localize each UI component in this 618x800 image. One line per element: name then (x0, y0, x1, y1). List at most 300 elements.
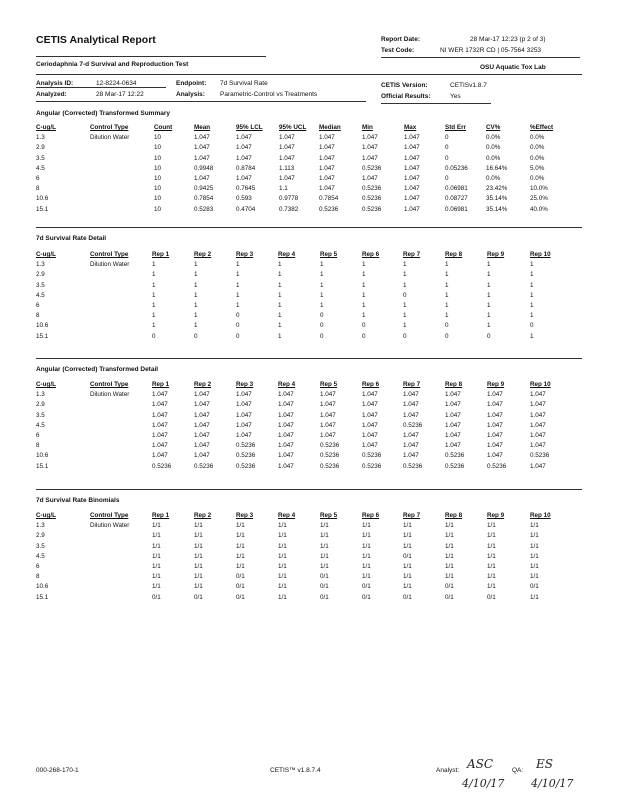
table-cell: 1 (403, 301, 407, 309)
analyst-initials: ASC (467, 757, 494, 771)
table-row (36, 271, 582, 281)
table-cell: 2.9 (36, 532, 45, 540)
table-cell: 0.0% (486, 154, 501, 162)
analysis-label: Analysis: (176, 91, 205, 98)
table-cell: 1.047 (236, 431, 252, 439)
table-cell: 1 (487, 261, 491, 269)
table-cell: 0.5236 (362, 185, 382, 193)
table-cell: 1 (403, 281, 407, 289)
table-cell: 1.047 (194, 442, 210, 450)
table-cell: 0.5236 (320, 442, 340, 450)
table-cell: 1.047 (236, 391, 252, 399)
table-row (36, 333, 582, 343)
table-cell: 1 (194, 271, 198, 279)
table-cell: 1/1 (278, 593, 287, 601)
table-cell: 0.08727 (445, 195, 468, 203)
table-cell: 0.5236 (530, 452, 550, 460)
table-cell: 1.047 (445, 421, 461, 429)
table-cell: 1/1 (152, 583, 161, 591)
table-cell: 4.5 (36, 291, 45, 299)
column-header: Rep 4 (278, 251, 296, 258)
table-cell: 0.5236 (236, 452, 256, 460)
table-cell: 3.5 (36, 411, 45, 419)
table-cell: 1/1 (236, 532, 245, 540)
table-cell: 1.047 (530, 462, 546, 470)
table-cell: 1/1 (278, 583, 287, 591)
column-header: Rep 9 (487, 512, 505, 519)
table-cell: 1.3 (36, 522, 45, 530)
table-cell: 1 (445, 291, 449, 299)
table-cell: 10.0% (530, 185, 548, 193)
cetis-version-value: CETISv1.8.7 (450, 82, 487, 89)
table-cell: 0.5236 (445, 462, 465, 470)
field-rule (36, 87, 166, 88)
table-cell: 1/1 (194, 532, 203, 540)
table-cell: 1 (236, 301, 240, 309)
table-cell: 1/1 (152, 552, 161, 560)
table-cell: 1.047 (404, 195, 420, 203)
table-cell: 1/1 (445, 562, 454, 570)
table-cell: 1/1 (320, 522, 329, 530)
table-cell: 2.9 (36, 144, 45, 152)
column-header: Control Type (90, 251, 129, 258)
section-rule (36, 358, 582, 359)
table-cell: 25.0% (530, 195, 548, 203)
table-row (36, 583, 582, 593)
table-cell: 1.047 (530, 431, 546, 439)
column-header: Rep 10 (530, 512, 551, 519)
table-cell: 1.113 (279, 164, 295, 172)
table-header-row (36, 381, 582, 391)
table-cell: Dilution Water (90, 391, 130, 399)
table-cell: 1 (320, 271, 324, 279)
field-rule (36, 101, 366, 102)
column-header: Rep 1 (152, 381, 170, 388)
analysis-id-label: Analysis ID: (36, 80, 74, 87)
table-cell: 1.047 (194, 411, 210, 419)
table-cell: 1 (362, 301, 366, 309)
table-cell: 0 (530, 322, 534, 330)
table-cell: 0/1 (403, 552, 412, 560)
column-header: Rep 3 (236, 381, 254, 388)
column-header: Rep 8 (445, 251, 463, 258)
table-cell: 0.06981 (445, 185, 468, 193)
table-cell: 1 (278, 301, 282, 309)
table-cell: 1/1 (320, 552, 329, 560)
column-header: %Effect (530, 124, 554, 131)
table-cell: 0/1 (236, 573, 245, 581)
table-cell: 1/1 (403, 562, 412, 570)
table-cell: 1 (278, 291, 282, 299)
software-version: CETIS™ v1.8.7.4 (270, 767, 321, 774)
table-cell: 1.047 (487, 391, 503, 399)
table-cell: 0.5236 (362, 462, 382, 470)
table-cell: 0.5236 (445, 452, 465, 460)
table-cell: 0.5236 (362, 195, 382, 203)
table-cell: 0/1 (320, 583, 329, 591)
table-cell: 0/1 (236, 593, 245, 601)
table-cell: 1.047 (445, 401, 461, 409)
column-header: Rep 5 (320, 512, 338, 519)
table-cell: 1.047 (403, 452, 419, 460)
table-cell: 1 (362, 312, 366, 320)
table-cell: 1.047 (320, 411, 336, 419)
table-cell: 1.047 (362, 411, 378, 419)
table-cell: 1.047 (278, 442, 294, 450)
table-cell: 1 (278, 271, 282, 279)
table-cell: 0/1 (320, 593, 329, 601)
table-cell: 35.14% (486, 205, 508, 213)
table-cell: 1.047 (194, 154, 210, 162)
column-header: C-ug/L (36, 251, 56, 258)
table-cell: 10 (154, 154, 162, 162)
table-cell: 1/1 (152, 522, 161, 530)
table-cell: 0.5236 (236, 462, 256, 470)
column-header: Rep 4 (278, 381, 296, 388)
table-cell: 1.047 (152, 391, 168, 399)
column-header: Count (154, 124, 173, 131)
qa-label: QA: (512, 767, 524, 774)
lab-name: OSU Aquatic Tox Lab (480, 64, 546, 71)
column-header: Rep 1 (152, 251, 170, 258)
table-cell: 1 (487, 281, 491, 289)
table-row (36, 165, 582, 175)
table-cell: 1 (194, 322, 198, 330)
table-cell: 1/1 (530, 593, 539, 601)
table-cell: 0/1 (487, 593, 496, 601)
endpoint-label: Endpoint: (176, 80, 207, 87)
qa-initials: ES (536, 757, 553, 771)
table-cell: 0 (445, 154, 449, 162)
table-cell: 1.047 (445, 442, 461, 450)
column-header: Rep 1 (152, 512, 170, 519)
table-cell: 1.047 (236, 134, 252, 142)
table-cell: 1.3 (36, 391, 45, 399)
table-cell: 1/1 (445, 522, 454, 530)
table-cell: 1 (530, 281, 534, 289)
table-cell: 1 (530, 332, 534, 340)
analyst-signature-date: 4/10/17 (462, 777, 505, 790)
table-cell: 1.047 (278, 411, 294, 419)
table-cell: 1 (152, 301, 156, 309)
table-cell: 0.0% (486, 134, 501, 142)
table-cell: 1/1 (320, 542, 329, 550)
table-cell: 1.047 (530, 391, 546, 399)
table-cell: 1 (194, 291, 198, 299)
table-cell: 15.1 (36, 205, 49, 213)
table-cell: 1/1 (530, 573, 539, 581)
table-cell: 4.5 (36, 552, 45, 560)
table-cell: 0.05236 (445, 164, 468, 172)
table-cell: 1 (278, 261, 282, 269)
table-cell: 0.5236 (236, 442, 256, 450)
document-id: 000-268-170-1 (36, 767, 79, 774)
column-header: Rep 2 (194, 512, 212, 519)
table-cell: 1/1 (530, 542, 539, 550)
table-cell: 1/1 (530, 522, 539, 530)
table-cell: 1.047 (279, 144, 295, 152)
column-header: C-ug/L (36, 512, 56, 519)
table-cell: 1.047 (404, 185, 420, 193)
table-cell: 1.047 (487, 442, 503, 450)
table-cell: 1/1 (278, 562, 287, 570)
table-cell: 1.047 (236, 421, 252, 429)
table-cell: 1/1 (362, 532, 371, 540)
column-header: Rep 5 (320, 381, 338, 388)
analysis-value: Parametric-Control vs Treatments (220, 91, 318, 98)
table-cell: 1.047 (404, 154, 420, 162)
table-cell: 0.7854 (319, 195, 339, 203)
table-cell: 0.5236 (152, 462, 172, 470)
table-cell: 15.1 (36, 462, 49, 470)
report-date-value: 28 Mar-17 12:23 (p 2 of 3) (470, 36, 546, 43)
table-cell: 1/1 (445, 542, 454, 550)
table-cell: 1.047 (404, 144, 420, 152)
table-cell: 1 (320, 301, 324, 309)
table-cell: 8 (36, 442, 40, 450)
table-cell: 1.047 (236, 144, 252, 152)
table-cell: 1.047 (152, 421, 168, 429)
table-cell: 1.047 (236, 174, 252, 182)
table-cell: 1/1 (362, 573, 371, 581)
table-cell: 0 (362, 322, 366, 330)
column-header: Rep 8 (445, 512, 463, 519)
table-cell: 10.6 (36, 322, 49, 330)
table-cell: 0 (362, 332, 366, 340)
table-cell: 1/1 (530, 532, 539, 540)
table-cell: 1.047 (279, 134, 295, 142)
table-cell: 0.5236 (403, 421, 423, 429)
table-cell: 1.047 (152, 442, 168, 450)
table-cell: 10 (154, 164, 162, 172)
table-cell: 0/1 (445, 583, 454, 591)
table-cell: 0 (445, 322, 449, 330)
table-cell: 1.047 (530, 401, 546, 409)
table-cell: 1/1 (487, 532, 496, 540)
table-cell: 1/1 (278, 573, 287, 581)
table-cell: 0.7854 (194, 195, 214, 203)
table-cell: 0/1 (152, 593, 161, 601)
table-cell: 1/1 (362, 562, 371, 570)
table-cell: 0.5283 (194, 205, 214, 213)
column-header: Rep 6 (362, 381, 380, 388)
table-cell: 0/1 (362, 593, 371, 601)
table-cell: 1.047 (278, 401, 294, 409)
table-cell: 1.1 (279, 185, 288, 193)
table-cell: 1.047 (404, 134, 420, 142)
table-row (36, 322, 582, 332)
table-cell: Dilution Water (90, 522, 130, 530)
table-cell: 0/1 (194, 593, 203, 601)
table-cell: 3.5 (36, 154, 45, 162)
table-cell: 1.047 (362, 421, 378, 429)
table-cell: 1 (362, 281, 366, 289)
column-header: Rep 3 (236, 512, 254, 519)
table-cell: 1.047 (445, 431, 461, 439)
table-row (36, 573, 582, 583)
table-cell: 1/1 (152, 532, 161, 540)
column-header: Rep 7 (403, 381, 421, 388)
table-cell: 1.047 (194, 452, 210, 460)
table-cell: 1/1 (530, 562, 539, 570)
table-cell: 1 (445, 312, 449, 320)
table-cell: 1/1 (152, 562, 161, 570)
table-cell: 1/1 (236, 522, 245, 530)
table-cell: 1.047 (362, 174, 378, 182)
table-cell: 1.047 (403, 391, 419, 399)
table-cell: 10 (154, 195, 162, 203)
table-cell: 0/1 (445, 593, 454, 601)
table-cell: 0 (320, 312, 324, 320)
table-cell: 1 (362, 291, 366, 299)
table-cell: 1/1 (194, 573, 203, 581)
table-cell: 0.5236 (362, 205, 382, 213)
table-cell: 1.047 (236, 411, 252, 419)
table-cell: 10 (154, 205, 162, 213)
table-cell: 1.047 (194, 144, 210, 152)
column-header: Rep 10 (530, 251, 551, 258)
table-cell: 0 (320, 322, 324, 330)
table-cell: 4.5 (36, 164, 45, 172)
table-cell: 0 (445, 332, 449, 340)
table-cell: 1.047 (278, 462, 294, 470)
angular-detail-section-title: Angular (Corrected) Transformed Detail (36, 366, 159, 373)
table-cell: 40.0% (530, 205, 548, 213)
table-cell: 0 (320, 332, 324, 340)
table-cell: 1.047 (152, 401, 168, 409)
table-cell: 0.5236 (487, 462, 507, 470)
table-cell: 0 (403, 332, 407, 340)
table-row (36, 312, 582, 322)
column-header: Rep 8 (445, 381, 463, 388)
table-row (36, 206, 582, 216)
table-cell: 0.5236 (194, 462, 214, 470)
table-cell: 1.047 (445, 391, 461, 399)
table-cell: 1.047 (320, 401, 336, 409)
table-cell: 1.047 (279, 154, 295, 162)
table-row (36, 594, 582, 604)
table-header-row (36, 124, 582, 134)
table-row (36, 422, 582, 432)
table-cell: 0 (445, 134, 449, 142)
table-cell: 0/1 (320, 573, 329, 581)
table-row (36, 134, 582, 144)
column-header: Rep 9 (487, 381, 505, 388)
table-cell: 0 (445, 174, 449, 182)
table-cell: 1/1 (445, 552, 454, 560)
table-cell: 1.047 (445, 411, 461, 419)
survival-detail-table (36, 251, 582, 343)
table-cell: 1.047 (362, 144, 378, 152)
table-cell: 10.6 (36, 583, 49, 591)
column-header: Rep 5 (320, 251, 338, 258)
table-cell: 1.047 (152, 452, 168, 460)
column-header: Rep 2 (194, 381, 212, 388)
table-cell: 0 (236, 312, 240, 320)
analyzed-value: 28 Mar-17 12:22 (96, 91, 144, 98)
table-cell: 1/1 (278, 542, 287, 550)
table-cell: 1 (403, 322, 407, 330)
table-cell: 1 (445, 271, 449, 279)
table-cell: 1 (236, 271, 240, 279)
table-cell: 1.047 (194, 391, 210, 399)
table-cell: 1 (445, 301, 449, 309)
table-cell: 1.047 (319, 164, 335, 172)
table-row (36, 412, 582, 422)
table-cell: 1/1 (362, 522, 371, 530)
table-cell: 4.5 (36, 421, 45, 429)
table-header-row (36, 251, 582, 261)
binomials-table (36, 512, 582, 604)
table-cell: 10 (154, 144, 162, 152)
table-cell: 1/1 (236, 562, 245, 570)
table-cell: 1.047 (404, 174, 420, 182)
cetis-version-label: CETIS Version: (381, 82, 428, 89)
table-cell: 2.9 (36, 401, 45, 409)
table-row (36, 432, 582, 442)
table-cell: 1/1 (487, 562, 496, 570)
table-cell: 0.0% (486, 144, 501, 152)
table-cell: 1/1 (194, 542, 203, 550)
angular-detail-table (36, 381, 582, 473)
table-row (36, 442, 582, 452)
table-cell: 1/1 (194, 562, 203, 570)
section-rule (36, 227, 582, 228)
table-cell: 10 (154, 185, 162, 193)
table-cell: 1 (236, 261, 240, 269)
qa-signature-date: 4/10/17 (531, 777, 574, 790)
table-cell: 1.047 (362, 442, 378, 450)
table-cell: 10 (154, 174, 162, 182)
table-cell: 0.0% (486, 174, 501, 182)
table-cell: 0.0% (530, 144, 545, 152)
table-cell: 8 (36, 312, 40, 320)
table-cell: 1 (194, 312, 198, 320)
table-cell: 0.7645 (236, 185, 256, 193)
column-header: Rep 4 (278, 512, 296, 519)
table-cell: 1.047 (487, 401, 503, 409)
table-cell: 1/1 (403, 522, 412, 530)
table-cell: 1.047 (194, 401, 210, 409)
table-cell: 1/1 (487, 552, 496, 560)
table-cell: 1.047 (152, 431, 168, 439)
table-cell: 3.5 (36, 542, 45, 550)
table-cell: 1 (236, 291, 240, 299)
table-cell: 15.1 (36, 593, 49, 601)
table-cell: 1.047 (319, 134, 335, 142)
table-cell: 1 (320, 261, 324, 269)
table-cell: 1 (487, 312, 491, 320)
table-cell: 35.14% (486, 195, 508, 203)
table-cell: 1.047 (404, 164, 420, 172)
table-cell: 1 (487, 271, 491, 279)
report-date-label: Report Date: (381, 36, 421, 43)
table-cell: 1 (152, 261, 156, 269)
table-row (36, 553, 582, 563)
table-cell: 0.593 (236, 195, 252, 203)
table-cell: 1 (487, 301, 491, 309)
table-row (36, 463, 582, 473)
summary-section-title: Angular (Corrected) Transformed Summary (36, 110, 171, 117)
table-cell: 1.047 (236, 401, 252, 409)
table-row (36, 452, 582, 462)
official-results-label: Official Results: (381, 93, 431, 100)
table-cell: 1.047 (319, 154, 335, 162)
table-cell: 0 (236, 332, 240, 340)
table-cell: 1/1 (445, 532, 454, 540)
table-row (36, 522, 582, 532)
table-cell: 1 (487, 291, 491, 299)
